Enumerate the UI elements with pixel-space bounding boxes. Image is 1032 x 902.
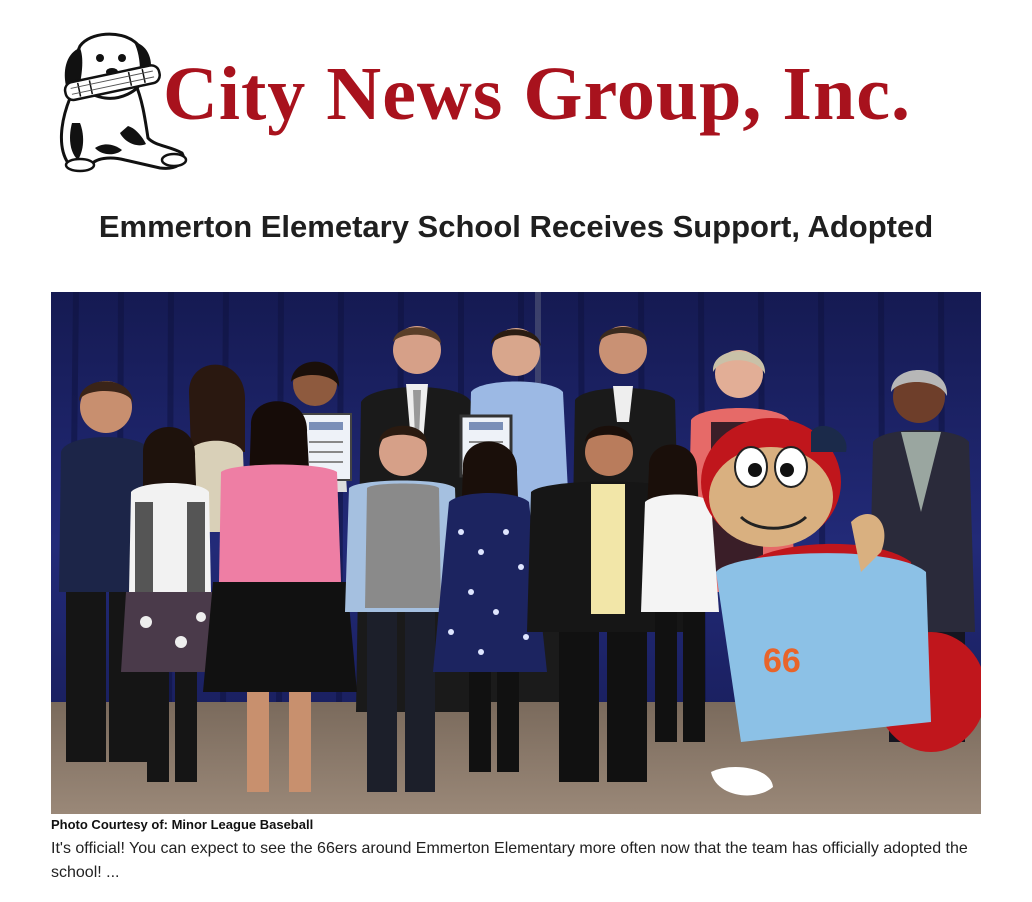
article-photo[interactable]	[51, 292, 981, 814]
publication-name[interactable]: City News Group, Inc.	[163, 52, 911, 136]
article-headline[interactable]: Emmerton Elemetary School Receives Support, Adopted	[98, 209, 934, 244]
masthead	[50, 28, 980, 178]
photo-credit: Photo Courtesy of: Minor League Baseball	[51, 817, 314, 832]
article-summary: It's official! You can expect to see the 66ers around Emmerton Elementary more often now that the team has officially adopted the school! ...	[51, 840, 968, 881]
mascot-jersey-number: 66	[763, 642, 801, 680]
